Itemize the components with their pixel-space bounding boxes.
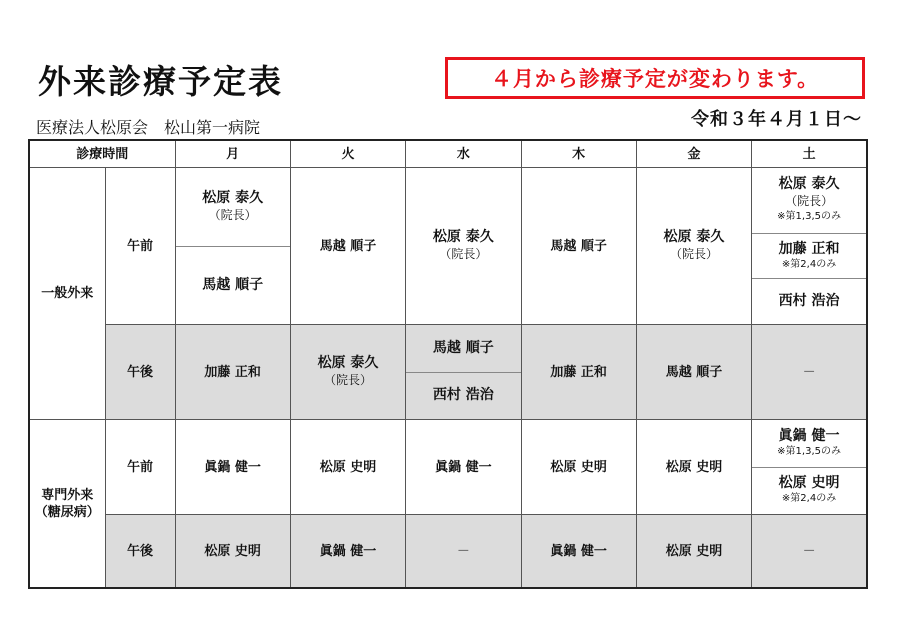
general-pm-row [29,325,867,420]
special-pm-row [29,515,867,589]
special-pm-thu: 眞鍋 健一 [521,515,636,589]
special-pm-mon: 松原 史明 [175,515,290,589]
special-am-mon: 眞鍋 健一 [175,420,290,515]
special-am-thu: 松原 史明 [521,420,636,515]
special-pm-label: 午後 [105,515,175,589]
header-day-mon: 月 [175,140,290,168]
general-am-sat [752,168,867,325]
general-am-fri: 松原 泰久 （院長） [636,168,751,325]
general-pm-sat: － [752,325,867,420]
special-pm-fri: 松原 史明 [636,515,751,589]
general-pm-wed-bottom: 西村 浩治 [406,372,520,420]
change-notice: ４月から診療予定が変わります。 [445,57,865,99]
header-day-thu: 木 [521,140,636,168]
general-am-row [29,168,867,325]
general-am-mon [175,168,290,325]
general-am-sat-2: 加藤 正和 ※第2,4のみ [752,233,866,279]
general-am-wed: 松原 泰久 （院長） [406,168,521,325]
effective-date: 令和３年４月１日～ [691,109,862,130]
header-day-fri: 金 [636,140,751,168]
general-pm-wed-top: 馬越 順子 [432,339,494,356]
page-title: 外来診療予定表 [38,62,283,101]
general-pm-label: 午後 [105,325,175,420]
dept-general: 一般外来 [29,168,105,420]
special-am-tue: 松原 史明 [290,420,405,515]
header-day-sat: 土 [752,140,867,168]
general-am-sat-3: 西村 浩治 [752,278,866,324]
dept-special-line2: （糖尿病） [34,504,100,520]
general-am-mon-bottom: 馬越 順子 [176,246,290,325]
header-time: 診療時間 [29,140,175,168]
general-pm-mon: 加藤 正和 [175,325,290,420]
special-pm-tue: 眞鍋 健一 [290,515,405,589]
general-am-label: 午前 [105,168,175,325]
general-pm-thu: 加藤 正和 [521,325,636,420]
special-am-sat [752,420,867,515]
special-pm-sat: － [752,515,867,589]
header-day-wed: 水 [406,140,521,168]
special-am-wed: 眞鍋 健一 [406,420,521,515]
special-pm-wed: － [406,515,521,589]
special-am-sat-1: 眞鍋 健一 ※第1,3,5のみ [777,427,841,457]
hospital-name: 医療法人松原会 松山第一病院 [36,118,261,137]
general-pm-tue: 松原 泰久 （院長） [290,325,405,420]
general-am-tue: 馬越 順子 [290,168,405,325]
general-pm-fri: 馬越 順子 [636,325,751,420]
header-row [29,140,867,168]
special-am-label: 午前 [105,420,175,515]
general-pm-wed [406,325,521,420]
general-am-sat-1: 松原 泰久 （院長） ※第1,3,5のみ [777,176,841,223]
general-am-thu: 馬越 順子 [521,168,636,325]
header-day-tue: 火 [290,140,405,168]
special-am-row [29,420,867,515]
schedule-table [28,139,868,589]
special-am-fri: 松原 史明 [636,420,751,515]
special-am-sat-2: 松原 史明 ※第2,4のみ [752,467,866,515]
dept-special [29,420,105,589]
general-am-mon-top: 松原 泰久 （院長） [202,189,264,222]
dept-special-line1: 専門外来 [41,487,94,503]
